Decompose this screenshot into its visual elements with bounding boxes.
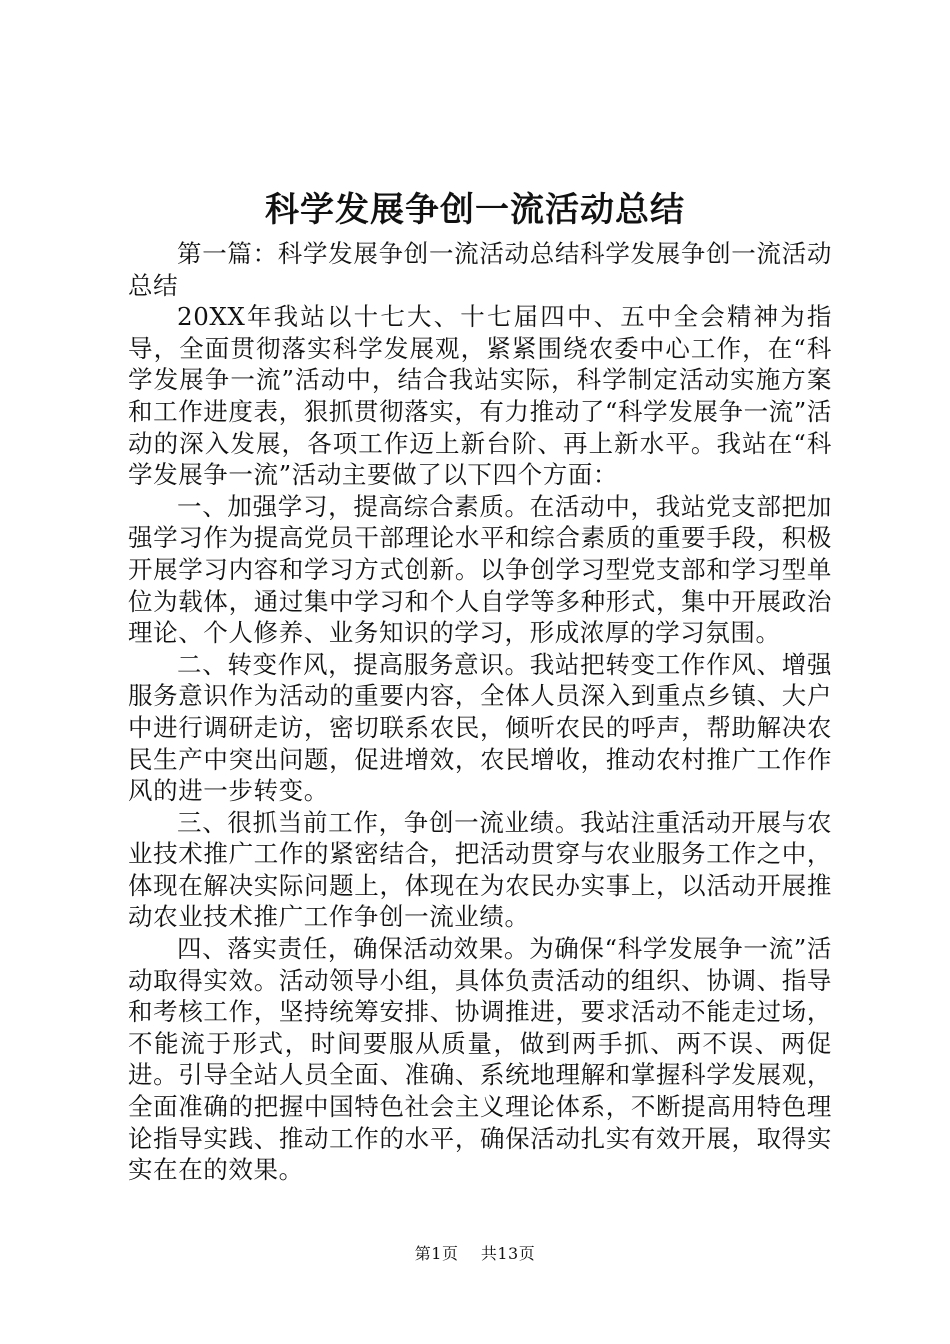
document-body: [128, 238, 832, 1186]
page-number-spacer: [464, 1244, 475, 1263]
document-title: 科学发展争创一流活动总结: [265, 190, 685, 230]
paragraph-point-2: 二、转变作风，提高服务意识。我站把转变工作作风、增强服务意识作为活动的重要内容，全体人员深入到重点乡镇、大户中进行调研走访，密切联系农民，倾听农民的呼声，帮助解决农民生产中突出问题，促进增效，农民增收，推动农村推广工作作风的进一步转变。: [128, 649, 832, 806]
paragraph-overview: 20XX年我站以十七大、十七届四中、五中全会精神为指导，全面贯彻落实科学发展观，紧紧围绕农委中心工作，在“科学发展争一流”活动中，结合我站实际，科学制定活动实施方案和工作进度表，狠抓贯彻落实，有力推动了“科学发展争一流”活动的深入发展，各项工作迈上新台阶、再上新水平。我站在“科学发展争一流”活动主要做了以下四个方面：: [128, 302, 832, 490]
page-number-total: 共13页: [480, 1244, 536, 1263]
page-footer: [0, 1243, 950, 1265]
paragraph-point-4: 四、落实责任，确保活动效果。为确保“科学发展争一流”活动取得实效。活动领导小组，具体负责活动的组织、协调、指导和考核工作，坚持统筹安排、协调推进，要求活动不能走过场，不能流于形式，时间要服从质量，做到两手抓、两不误、两促进。引导全站人员全面、准确、系统地理解和掌握科学发展观，全面准确的把握中国特色社会主义理论体系，不断提高用特色理论指导实践、推动工作的水平，确保活动扎实有效开展，取得实实在在的效果。: [128, 934, 832, 1185]
page-number-current: 第1页: [414, 1244, 459, 1263]
paragraph-point-3: 三、很抓当前工作，争创一流业绩。我站注重活动开展与农业技术推广工作的紧密结合，把活动贯穿与农业服务工作之中，体现在解决实际问题上，体现在为农民办实事上，以活动开展推动农业技术推广工作争创一流业绩。: [128, 807, 832, 932]
paragraph-point-1: 一、加强学习，提高综合素质。在活动中，我站党支部把加强学习作为提高党员干部理论水平和综合素质的重要手段，积极开展学习内容和学习方式创新。以争创学习型党支部和学习型单位为载体，通过集中学习和个人自学等多种形式，集中开展政治理论、个人修养、业务知识的学习，形成浓厚的学习氛围。: [128, 491, 832, 648]
paragraph-intro: 第一篇：科学发展争创一流活动总结科学发展争创一流活动总结: [128, 239, 832, 300]
